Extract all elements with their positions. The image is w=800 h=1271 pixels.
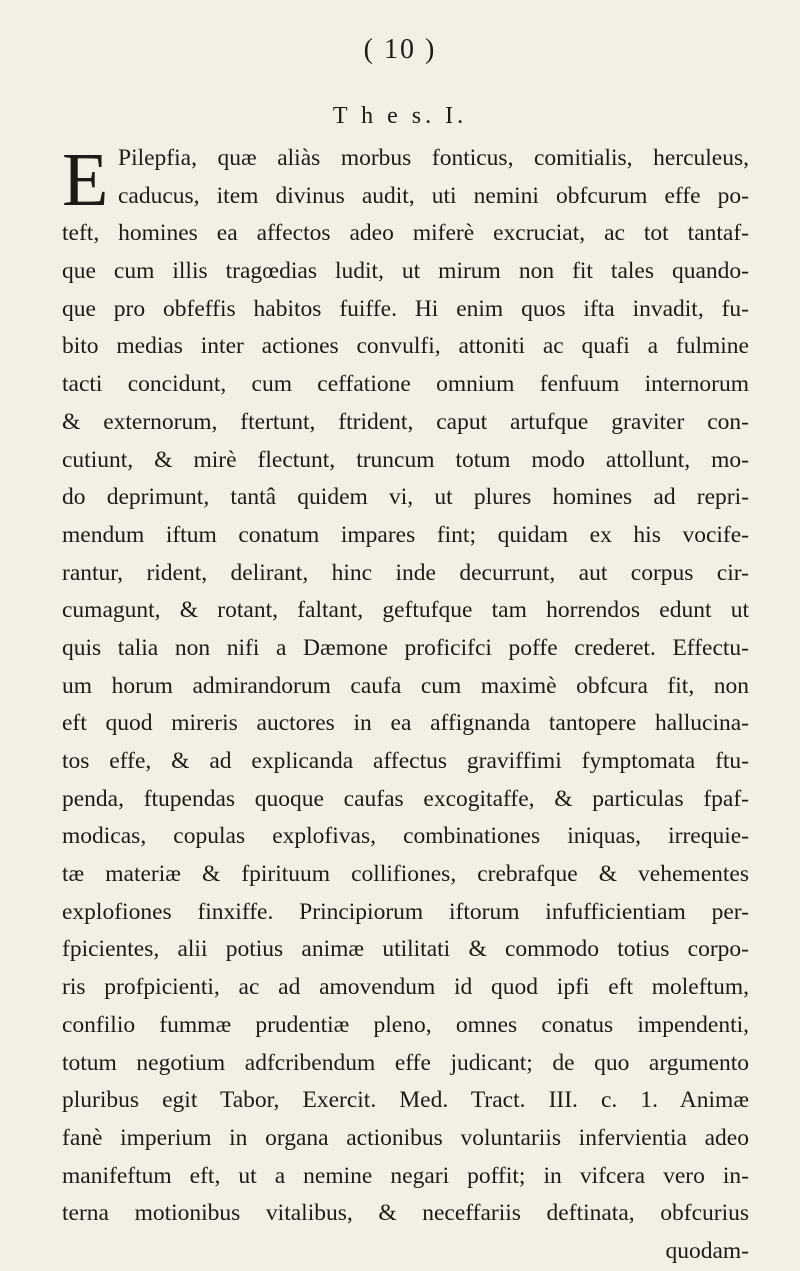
text-line: totum negotium adfcribendum effe judicant; de quo argumento	[62, 1049, 749, 1076]
text-line: cutiunt, & mirè flectunt, truncum totum modo attollunt, mo-	[62, 446, 749, 473]
text-line: ris profpicienti, ac ad amovendum id quod ipfi eft moleftum,	[62, 974, 749, 1001]
text-line: Pilepfia, quæ aliàs morbus fonticus, comitialis, herculeus,	[118, 145, 749, 171]
text-line: tacti concidunt, cum ceffatione omnium fenfuum internorum	[62, 371, 749, 398]
text-line: que pro obfeffis habitos fuiffe. Hi enim quos ifta invadit, fu-	[62, 295, 749, 322]
text-line: teft, homines ea affectos adeo miferè excruciat, ac tot tantaf-	[62, 220, 749, 247]
text-line: confilio fummæ prudentiæ pleno, omnes conatus impendenti,	[62, 1011, 749, 1038]
text-line: cumagunt, & rotant, faltant, geftufque tam horrendos edunt ut	[62, 597, 749, 624]
text-line: mendum iftum conatum impares fint; quidam ex his vocife-	[62, 521, 749, 548]
text-line: & externorum, ftertunt, ftrident, caput artufque graviter con-	[62, 408, 749, 435]
section-heading: T h e s. I.	[332, 103, 468, 129]
catchword-line: quodam-	[665, 1237, 749, 1264]
text-line: tos effe, & ad explicanda affectus graviffimi fymptomata ftu-	[62, 748, 749, 774]
text-line: que cum illis tragœdias ludit, ut mirum non fit tales quando-	[62, 258, 749, 285]
text-line: quis talia non nifi a Dæmone proficifci poffe crederet. Effectu-	[62, 634, 749, 661]
text-line: eft quod mireris auctores in ea affignanda tantopere hallucina-	[62, 710, 749, 737]
text-line: pluribus egit Tabor, Exercit. Med. Tract. III. c. 1. Animæ	[62, 1087, 749, 1114]
text-line: um horum admirandorum caufa cum maximè obfcura fit, non	[62, 672, 749, 699]
text-line: explofiones finxiffe. Principiorum iftorum infufficientiam per-	[62, 898, 749, 925]
text-line: terna motionibus vitalibus, & neceffariis deftinata, obfcurius	[62, 1200, 749, 1227]
text-line: manifeftum eft, ut a nemine negari poffit; in vifcera vero in-	[62, 1162, 749, 1189]
text-line: caducus, item divinus audit, uti nemini obfcurum effe po-	[118, 182, 749, 209]
text-line: bito medias inter actiones convulfi, attoniti ac quafi a fulmine	[62, 333, 749, 360]
text-line: penda, ftupendas quoque caufas excogitaffe, & particulas fpaf-	[62, 785, 749, 812]
text-line: fpicientes, alii potius animæ utilitati & commodo totius corpo-	[62, 936, 749, 963]
page-number: ( 10 )	[363, 34, 437, 65]
text-line: fanè imperium in organa actionibus voluntariis infervientia adeo	[62, 1124, 749, 1151]
text-line: do deprimunt, tantâ quidem vi, ut plures homines ad repri-	[62, 484, 749, 511]
body-text	[62, 140, 749, 1271]
text-line: tæ materiæ & fpirituum collifiones, crebrafque & vehementes	[62, 861, 749, 888]
text-line: modicas, copulas explofivas, combinationes iniquas, irrequie-	[62, 823, 749, 850]
drop-cap-initial: E	[62, 138, 109, 222]
text-line: rantur, rident, delirant, hinc inde decurrunt, aut corpus cir-	[62, 559, 749, 586]
